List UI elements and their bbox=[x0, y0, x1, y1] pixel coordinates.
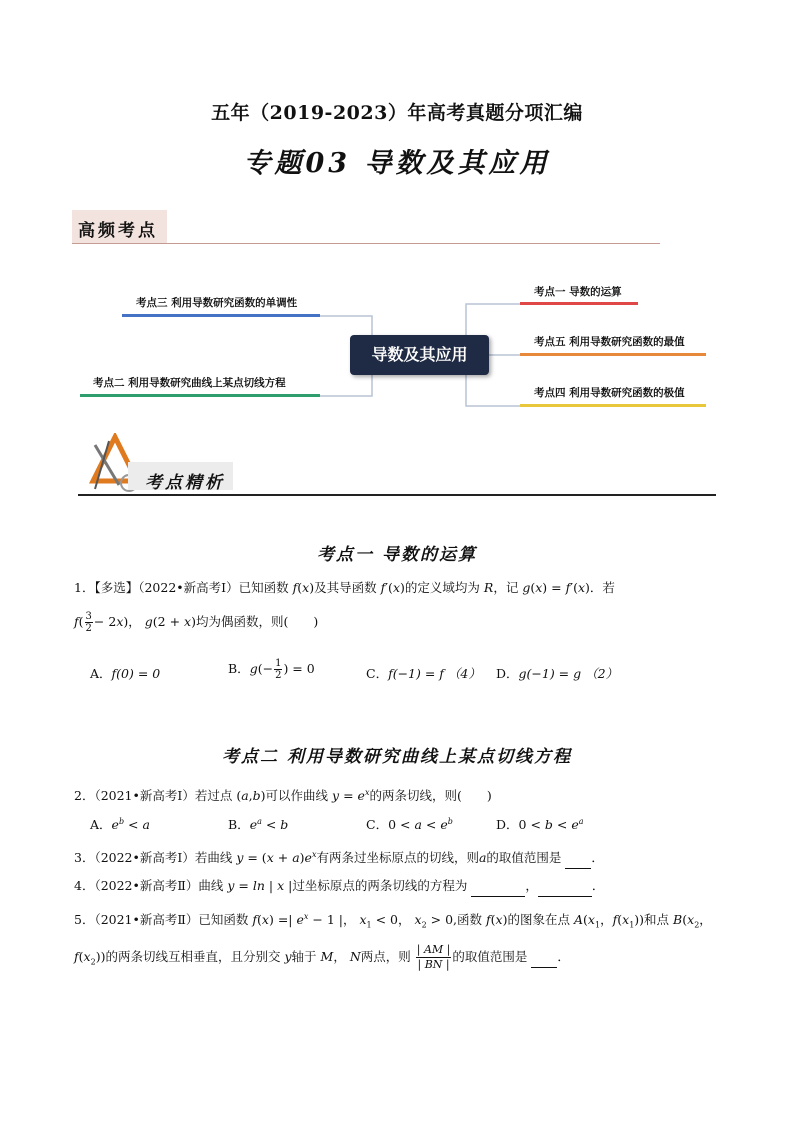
option-letter: D． bbox=[496, 666, 519, 681]
answer-blank[interactable] bbox=[531, 947, 557, 968]
question-number: 5． bbox=[74, 912, 95, 928]
question-text: ,函数 bbox=[453, 912, 483, 928]
question-5-line-1: 5．（2021•新高考Ⅱ）已知函数 f(x) =| $e^x - 1$ |， $x_1 < 0$， $x_2 > 0$,函数 f(x)的图象在点 $A(x_1$，$f(x_1)$)和点 $B(x_2$， bbox=[74, 912, 712, 930]
branch-line-left-bottom bbox=[80, 394, 320, 397]
branch-label-right-2: 考点五 利用导数研究函数的最值 bbox=[534, 336, 685, 348]
question-number: 2． bbox=[74, 788, 95, 804]
option-letter: A． bbox=[90, 817, 112, 832]
question-text: 的两条切线，则( ) bbox=[369, 788, 492, 804]
question-text: ，记 bbox=[493, 580, 519, 595]
question-text: 轴于 bbox=[291, 949, 317, 964]
option-c[interactable] bbox=[366, 664, 481, 682]
question-text: 及其导函数 bbox=[314, 580, 377, 595]
branch-label-right-1: 考点一 导数的运算 bbox=[534, 286, 622, 298]
question-text: 过坐标原点的两条切线的方程为 bbox=[292, 878, 468, 893]
option-b[interactable]: B．g(− $\frac{1}{2}$ ) = 0 bbox=[228, 658, 315, 681]
answer-blank[interactable] bbox=[471, 876, 525, 897]
option-d[interactable]: D．$0 < b < e^a$ bbox=[496, 816, 584, 832]
question-5-line-2: $f(x_2)$)的两条切线互相垂直，且分别交 y轴于 M， N两点，则 $\frac{| AM |}{| BN |}$ 的取值范围是 ． bbox=[74, 943, 570, 971]
question-text: ， bbox=[128, 614, 141, 629]
option-letter: C． bbox=[366, 817, 389, 832]
question-text: 两点，则 bbox=[360, 949, 411, 964]
question-text: 可以作曲线 bbox=[265, 788, 329, 804]
branch-line-right-1 bbox=[520, 302, 638, 305]
option-expression: g(−1) = g （2） bbox=[518, 666, 619, 681]
question-text: 曲线 bbox=[198, 878, 224, 893]
question-text: 的取值范围是 bbox=[486, 850, 562, 866]
option-expression: f(−1) = f （4） bbox=[388, 666, 481, 681]
question-text: 的定义域均为 bbox=[404, 580, 480, 595]
question-text: 若过点 bbox=[194, 788, 233, 804]
branch-line-right-2 bbox=[520, 353, 706, 356]
question-text: 和点 bbox=[644, 912, 670, 928]
question-4: 4．（2022•新高考Ⅱ）曲线 y = ln | x |过坐标原点的两条切线的方程为 ， ． bbox=[74, 876, 604, 897]
question-text: 的两条切线互相垂直，且分别交 bbox=[105, 949, 281, 964]
option-expression: f(0) = 0 bbox=[111, 666, 161, 681]
section-heading-high-frequency: 高频考点 bbox=[78, 221, 158, 241]
question-text: ．若 bbox=[589, 580, 615, 595]
question-text: 均为偶函数，则( ) bbox=[195, 614, 319, 629]
option-a[interactable] bbox=[90, 664, 160, 682]
option-letter: C． bbox=[366, 666, 389, 681]
question-source: （2021•新高考Ⅰ） bbox=[94, 788, 195, 804]
option-c[interactable]: C．$0 < a < e^b$ bbox=[366, 816, 453, 832]
answer-blank[interactable] bbox=[565, 848, 591, 869]
question-text: 的取值范围是 bbox=[452, 949, 528, 964]
section-heading-detail: 考点精析 bbox=[145, 473, 225, 493]
question-text: ， bbox=[333, 949, 346, 964]
question-text: ． bbox=[591, 878, 605, 893]
section-divider bbox=[78, 494, 716, 496]
option-letter: D． bbox=[496, 817, 519, 832]
question-source: （2022•新高考Ⅰ） bbox=[138, 580, 239, 595]
branch-label-left-bottom: 考点二 利用导数研究曲线上某点切线方程 bbox=[93, 377, 286, 389]
question-1-line-2: f( $\frac{3}{2}$ − 2x)， g(2 + x)均为偶函数，则( ) bbox=[74, 611, 319, 634]
branch-line-right-3 bbox=[520, 404, 706, 407]
question-1-line-1: 1．【多选】（2022•新高考Ⅰ）已知函数 f(x)及其导函数 f′(x)的定义域均为 R，记 g(x) = f′(x)．若 bbox=[74, 580, 615, 595]
question-text: 有两条过坐标原点的切线，则 bbox=[316, 850, 479, 866]
option-b[interactable]: B．$e^a < b$ bbox=[228, 816, 289, 832]
option-letter: B． bbox=[228, 817, 250, 832]
question-number: 4． bbox=[74, 878, 95, 893]
document-subtitle: 专题03 导数及其应用 bbox=[243, 148, 551, 179]
question-text: ， bbox=[342, 912, 356, 928]
option-d[interactable] bbox=[496, 664, 618, 682]
branch-label-left-top: 考点三 利用导数研究函数的单调性 bbox=[136, 297, 298, 309]
question-text: 已知函数 bbox=[238, 580, 289, 595]
question-text: ， bbox=[398, 912, 411, 928]
question-source: （2021•新高考Ⅱ） bbox=[94, 912, 199, 928]
question-text: 已知函数 bbox=[198, 912, 249, 928]
option-letter: A． bbox=[90, 666, 112, 681]
question-text: 的图象在点 bbox=[507, 912, 571, 928]
branch-label-right-3: 考点四 利用导数研究函数的极值 bbox=[534, 387, 685, 399]
question-text: ． bbox=[557, 949, 570, 964]
question-text: ． bbox=[591, 850, 604, 866]
question-source: （2022•新高考Ⅱ） bbox=[94, 878, 199, 893]
question-3: 3．（2022•新高考Ⅰ）若曲线 $y = (x + a)e^x$有两条过坐标原点的切线，则a的取值范围是 ． bbox=[74, 845, 604, 869]
question-tag: 【多选】 bbox=[94, 580, 139, 595]
mindmap-center-node: 导数及其应用 bbox=[350, 335, 489, 375]
topic-heading-2: 考点二 利用导数研究曲线上某点切线方程 bbox=[222, 747, 572, 767]
option-a[interactable]: A．$e^b < a$ bbox=[90, 816, 150, 832]
topic-heading-1: 考点一 导数的运算 bbox=[317, 545, 477, 565]
document-title: 五年（2019-2023）年高考真题分项汇编 bbox=[211, 102, 583, 124]
question-number: 3． bbox=[74, 850, 95, 866]
question-source: （2022•新高考Ⅰ） bbox=[94, 850, 195, 866]
question-text: 若曲线 bbox=[194, 850, 233, 866]
question-number: 1． bbox=[74, 580, 95, 595]
question-2: 2．（2021•新高考Ⅰ）若过点 (a,b)可以作曲线 $y = e^x$的两条切线，则( ) bbox=[74, 788, 492, 804]
option-letter: B． bbox=[228, 661, 250, 676]
question-text: ， bbox=[525, 878, 538, 893]
branch-line-left-top bbox=[122, 314, 320, 317]
answer-blank[interactable] bbox=[538, 876, 592, 897]
